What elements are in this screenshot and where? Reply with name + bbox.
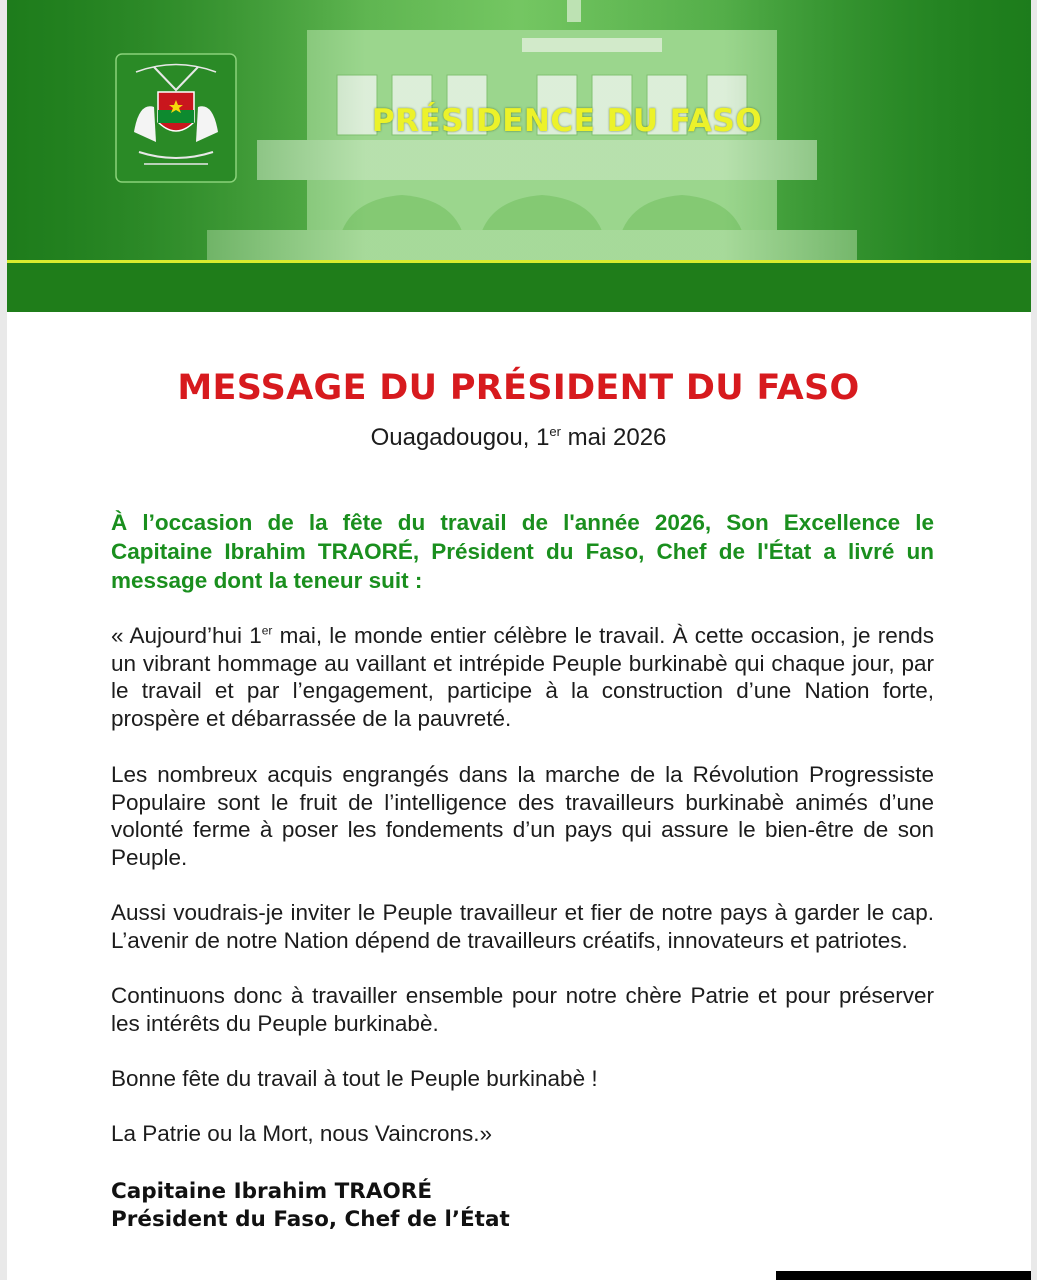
dateline-ordinal: er: [549, 424, 561, 439]
message-paragraph-2: Les nombreux acquis engrangés dans la marche de la Révolution Progressiste Populaire sont le fruit de l’intelligence des travailleurs burkinabè animés d’une volonté ferme à poser les fondements d’un pays qui assure le bien-être de son Peuple.: [111, 762, 934, 870]
intro-paragraph: À l’occasion de la fête du travail de l'année 2026, Son Excellence le Capitaine Ibrahim TRAORÉ, Président du Faso, Chef de l'État a livré un message dont la teneur suit :: [111, 510, 934, 593]
signature-role: Président du Faso, Chef de l’État: [111, 1207, 510, 1232]
message-paragraph-3: Aussi voudrais-je inviter le Peuple travailleur et fier de notre pays à garder le cap. L’avenir de notre Nation dépend de travailleurs créatifs, innovateurs et patriotes.: [111, 900, 934, 953]
dateline-city: Ouagadougou, 1: [370, 424, 550, 451]
document-title: MESSAGE DU PRÉSIDENT DU FASO: [177, 368, 860, 408]
signature-name: Capitaine Ibrahim TRAORÉ: [111, 1179, 433, 1204]
dateline: [0, 424, 1037, 452]
coat-of-arms-emblem: [114, 52, 238, 184]
header-banner: [7, 0, 1031, 312]
message-paragraph-1: [111, 622, 934, 732]
p1-ordinal: er: [261, 623, 273, 638]
message-paragraph-6: La Patrie ou la Mort, nous Vaincrons.»: [111, 1121, 493, 1146]
dateline-date: mai 2026: [560, 424, 667, 451]
header-title: PRÉSIDENCE DU FASO: [371, 103, 763, 139]
p1-rest: mai, le monde entier célèbre le travail. À cette occasion, je rends un vibrant hommage au vaillant et intrépide Peuple burkinabè qui chaque jour, par le travail et par l’engagement, participe à la construction d’une Nation forte, prospère et débarrassée de la pauvreté.: [111, 623, 934, 731]
signature-block: [111, 1178, 811, 1234]
p1-start: « Aujourd’hui 1: [111, 623, 262, 648]
message-paragraph-5: Bonne fête du travail à tout le Peuple burkinabè !: [111, 1066, 598, 1091]
message-paragraph-4: Continuons donc à travailler ensemble pour notre chère Patrie et pour préserver les intérêts du Peuple burkinabè.: [111, 983, 934, 1036]
corner-bar: [776, 1271, 1037, 1280]
